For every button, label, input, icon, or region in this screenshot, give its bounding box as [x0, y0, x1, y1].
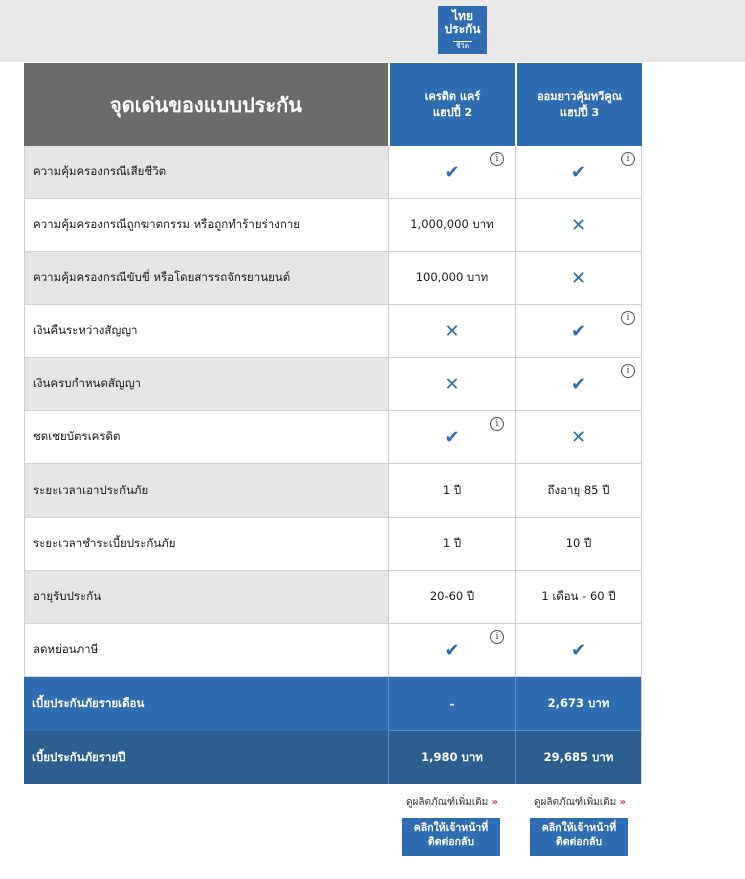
callback-button-plan-2[interactable]: คลิกให้เจ้าหน้าที่ ติดต่อกลับ: [530, 818, 628, 856]
yearly-premium-row: [24, 731, 642, 784]
row-label: เงินครบกำหนดสัญญา: [24, 358, 388, 411]
thai-prakan-logo[interactable]: [438, 6, 487, 54]
plan-2-value: 10 ปี: [515, 518, 642, 571]
double-chevron-right-icon: »: [619, 797, 626, 808]
table-row: [24, 358, 642, 411]
yearly-premium-plan-1: 1,980 บาท: [388, 731, 515, 784]
row-label: ระยะเวลาเอาประกันภัย: [24, 464, 388, 518]
check-icon: ✔: [444, 161, 460, 183]
plan-1-value: [388, 146, 515, 199]
plan-2-value: [515, 411, 642, 464]
more-products-label: ดูผลิตภัณฑ์เพิ่มเติม: [534, 797, 617, 808]
double-chevron-right-icon: »: [491, 797, 498, 808]
table-row: [24, 411, 642, 464]
plan-1-value: [388, 624, 515, 677]
info-icon[interactable]: i: [621, 311, 635, 325]
table-row: [24, 305, 642, 358]
plan-1-value: 1,000,000 บาท: [388, 199, 515, 252]
table-header: [24, 63, 642, 146]
info-icon[interactable]: i: [621, 152, 635, 166]
check-icon: ✔: [570, 639, 587, 661]
plan-2-value: [515, 358, 642, 411]
plan-2-value: 1 เดือน - 60 ปี: [515, 571, 642, 624]
table-row: [24, 252, 642, 305]
plan-2-value: [515, 146, 642, 199]
row-label: ระยะเวลาชำระเบี้ยประกันภัย: [24, 518, 388, 571]
row-label: เงินคืนระหว่างสัญญา: [24, 305, 388, 358]
plan-2-value: [515, 305, 642, 358]
check-icon: ✔: [444, 426, 460, 448]
plan-2-value: [515, 199, 642, 252]
table-row: [24, 199, 642, 252]
info-icon[interactable]: i: [490, 417, 504, 431]
more-products-link-plan-2[interactable]: [534, 795, 626, 810]
cross-icon: ✕: [570, 426, 587, 448]
plan-1-value: [388, 358, 515, 411]
plan-1-value: 100,000 บาท: [388, 252, 515, 305]
table-row: [24, 518, 642, 571]
cross-icon: ✕: [444, 320, 460, 342]
more-products-link-plan-1[interactable]: [406, 795, 498, 810]
plan-2-value: ถึงอายุ 85 ปี: [515, 464, 642, 518]
row-label: ความคุ้มครองกรณีถูกฆาตกรรม หรือถูกทำร้ายร่างกาย: [24, 199, 388, 252]
monthly-premium-plan-1: -: [388, 677, 515, 731]
yearly-premium-label: เบี้ยประกันภัยรายปี: [24, 731, 388, 784]
cross-icon: ✕: [570, 214, 587, 236]
cross-icon: ✕: [570, 267, 587, 289]
logo-line-3: ชีวิต: [453, 41, 472, 50]
plan-1-value: 1 ปี: [388, 464, 515, 518]
comparison-table: [24, 63, 642, 784]
table-row: [24, 571, 642, 624]
info-icon[interactable]: i: [490, 152, 504, 166]
row-label: ชดเชยบัตรเครดิต: [24, 411, 388, 464]
plan-1-value: 1 ปี: [388, 518, 515, 571]
row-label: ลดหย่อนภาษี: [24, 624, 388, 677]
table-row: [24, 146, 642, 199]
plan-2-header: ออมยาวคุ้มทวีคูณ แฮปปี้ 3: [515, 63, 642, 146]
check-icon: ✔: [570, 320, 587, 342]
monthly-premium-plan-2: 2,673 บาท: [515, 677, 642, 731]
yearly-premium-plan-2: 29,685 บาท: [515, 731, 642, 784]
plan-2-value: [515, 252, 642, 305]
callback-button-plan-1[interactable]: คลิกให้เจ้าหน้าที่ ติดต่อกลับ: [402, 818, 500, 856]
row-label: อายุรับประกัน: [24, 571, 388, 624]
check-icon: ✔: [570, 161, 587, 183]
table-row: [24, 464, 642, 518]
info-icon[interactable]: i: [490, 630, 504, 644]
top-bar: [0, 0, 745, 62]
row-label: ความคุ้มครองกรณีขับขี่ หรือโดยสารรถจักรยานยนต์: [24, 252, 388, 305]
logo-line-1: ไทย: [452, 9, 473, 23]
plan-1-header: เครดิต แคร์ แฮปปี้ 2: [388, 63, 515, 146]
plan-1-value: [388, 305, 515, 358]
check-icon: ✔: [570, 373, 587, 395]
more-products-label: ดูผลิตภัณฑ์เพิ่มเติม: [406, 797, 489, 808]
logo-line-2: ประกัน: [444, 22, 481, 36]
plan-1-value: [388, 411, 515, 464]
monthly-premium-label: เบี้ยประกันภัยรายเดือน: [24, 677, 388, 731]
cross-icon: ✕: [444, 373, 460, 395]
row-label: ความคุ้มครองกรณีเสียชีวิต: [24, 146, 388, 199]
plan-2-value: [515, 624, 642, 677]
check-icon: ✔: [444, 639, 460, 661]
monthly-premium-row: [24, 677, 642, 731]
plan-1-value: 20-60 ปี: [388, 571, 515, 624]
table-row: [24, 624, 642, 677]
info-icon[interactable]: i: [621, 364, 635, 378]
table-title: จุดเด่นของแบบประกัน: [24, 63, 388, 146]
